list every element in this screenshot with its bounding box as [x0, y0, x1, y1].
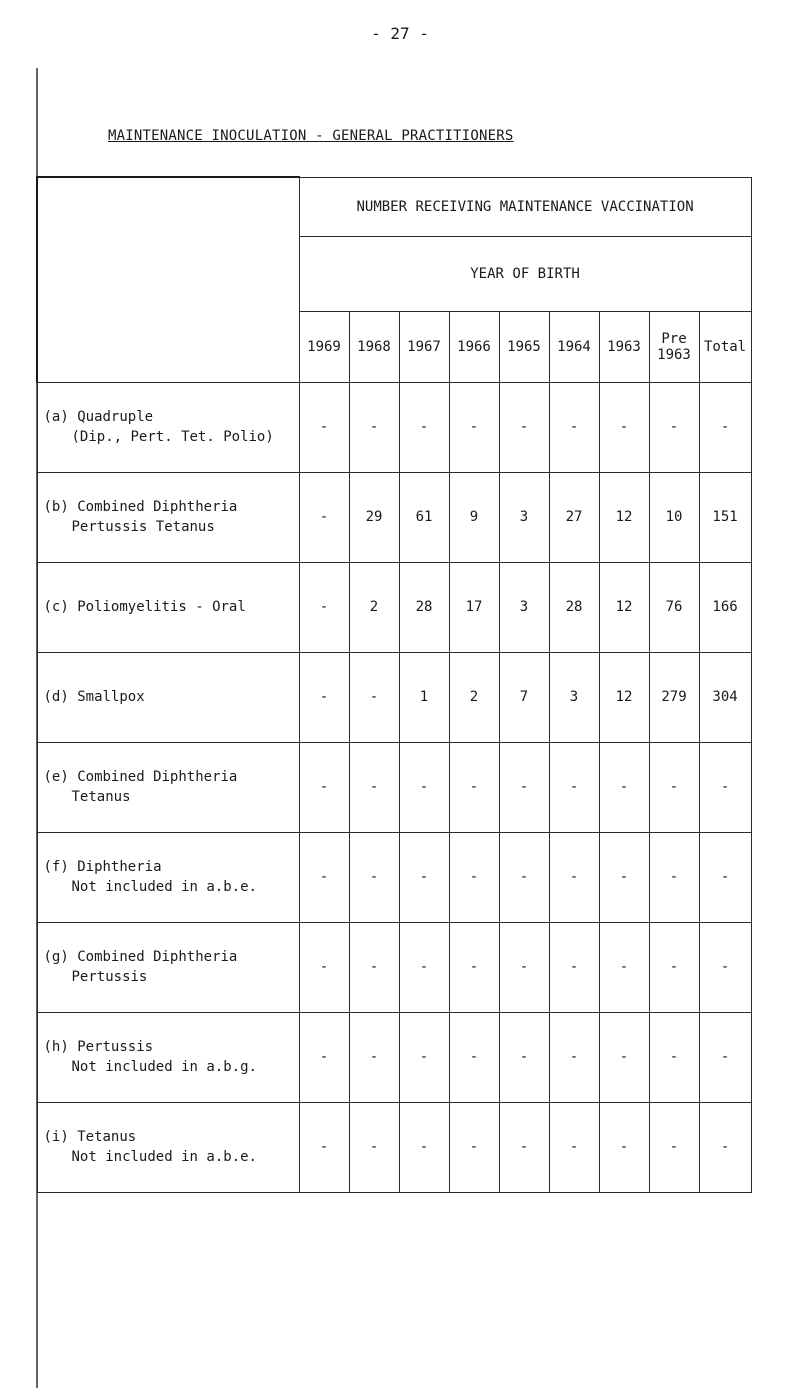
table-cell: 9: [449, 472, 499, 562]
table-cell: -: [399, 1102, 449, 1192]
table-cell: -: [549, 382, 599, 472]
row-label: [37, 652, 299, 742]
table-cell: -: [299, 922, 349, 1012]
table-cell: -: [599, 742, 649, 832]
table-cell: -: [449, 742, 499, 832]
table-cell: -: [599, 922, 649, 1012]
table-cell: 2: [449, 652, 499, 742]
table-cell: -: [399, 742, 449, 832]
row-label-line2: Tetanus: [71, 789, 131, 805]
table-cell: -: [699, 742, 751, 832]
table-cell: -: [349, 1102, 399, 1192]
table-row: [37, 472, 751, 562]
row-label-line1: (a) Quadruple: [43, 409, 154, 425]
column-header: 1964: [549, 311, 599, 382]
table-cell: -: [449, 922, 499, 1012]
table-cell: 27: [549, 472, 599, 562]
table-cell: -: [549, 742, 599, 832]
table-cell: -: [699, 832, 751, 922]
table-cell: -: [349, 1012, 399, 1102]
table-cell: -: [599, 1102, 649, 1192]
table-cell: -: [699, 382, 751, 472]
column-header: Pre 1963: [649, 311, 699, 382]
table-cell: 76: [649, 562, 699, 652]
table-cell: -: [499, 1102, 549, 1192]
row-label: [37, 562, 299, 652]
table-cell: -: [349, 382, 399, 472]
column-header: 1963: [599, 311, 649, 382]
row-label-line1: (g) Combined Diphtheria: [43, 949, 238, 965]
table-cell: 12: [599, 562, 649, 652]
table-row: [37, 922, 751, 1012]
row-label-line1: (f) Diphtheria: [43, 859, 162, 875]
table-cell: -: [399, 1012, 449, 1102]
table-cell: -: [649, 382, 699, 472]
table-cell: -: [299, 832, 349, 922]
column-header: 1965: [499, 311, 549, 382]
table-row: [37, 562, 751, 652]
row-label: [37, 382, 299, 472]
row-label-line2: Pertussis: [71, 969, 148, 985]
page-title: MAINTENANCE INOCULATION - GENERAL PRACTITIONERS: [108, 128, 514, 144]
row-label-line1: (i) Tetanus: [43, 1129, 137, 1145]
column-header: 1969: [299, 311, 349, 382]
table-cell: -: [399, 922, 449, 1012]
row-label: [37, 742, 299, 832]
table-cell: 61: [399, 472, 449, 562]
row-label: [37, 1012, 299, 1102]
column-header: 1968: [349, 311, 399, 382]
row-label-line1: (b) Combined Diphtheria: [43, 499, 238, 515]
table-cell: -: [299, 742, 349, 832]
table-cell: -: [449, 832, 499, 922]
table-cell: -: [399, 382, 449, 472]
table-cell: 3: [499, 562, 549, 652]
row-label: [37, 1102, 299, 1192]
table-cell: 28: [399, 562, 449, 652]
table-cell: -: [499, 922, 549, 1012]
row-label: [37, 472, 299, 562]
table-cell: -: [349, 652, 399, 742]
table-cell: -: [499, 832, 549, 922]
table-cell: -: [649, 1012, 699, 1102]
group-header: NUMBER RECEIVING MAINTENANCE VACCINATION: [299, 177, 751, 236]
table-cell: 279: [649, 652, 699, 742]
table-cell: 304: [699, 652, 751, 742]
table-cell: 166: [699, 562, 751, 652]
row-label-line2: Not included in a.b.e.: [71, 879, 257, 895]
table-cell: -: [649, 1102, 699, 1192]
table-cell: -: [399, 832, 449, 922]
table-cell: -: [699, 922, 751, 1012]
table-cell: -: [549, 1102, 599, 1192]
table-row: [37, 1012, 751, 1102]
table-cell: 12: [599, 472, 649, 562]
row-label-line2: (Dip., Pert. Tet. Polio): [71, 429, 274, 445]
table-cell: -: [549, 832, 599, 922]
table-cell: -: [299, 472, 349, 562]
table-cell: 17: [449, 562, 499, 652]
table-cell: 29: [349, 472, 399, 562]
table-cell: 7: [499, 652, 549, 742]
table-cell: -: [599, 1012, 649, 1102]
table-row: [37, 832, 751, 922]
row-label: [37, 832, 299, 922]
table-cell: -: [449, 1102, 499, 1192]
table-cell: 2: [349, 562, 399, 652]
table-cell: -: [599, 832, 649, 922]
table-cell: -: [649, 832, 699, 922]
table-row: [37, 742, 751, 832]
table-cell: -: [449, 1012, 499, 1102]
table-cell: -: [699, 1102, 751, 1192]
column-header: 1966: [449, 311, 499, 382]
table-cell: 3: [499, 472, 549, 562]
table-cell: 3: [549, 652, 599, 742]
row-label-line1: (h) Pertussis: [43, 1039, 154, 1055]
table-cell: 1: [399, 652, 449, 742]
table-cell: -: [349, 742, 399, 832]
column-header: Total: [699, 311, 751, 382]
table-cell: -: [549, 922, 599, 1012]
table-row: [37, 382, 751, 472]
table-cell: -: [349, 832, 399, 922]
column-header: 1967: [399, 311, 449, 382]
table-cell: -: [599, 382, 649, 472]
table-cell: -: [649, 742, 699, 832]
table-cell: -: [299, 1102, 349, 1192]
table-cell: -: [449, 382, 499, 472]
table-cell: -: [299, 652, 349, 742]
row-label-line1: (e) Combined Diphtheria: [43, 769, 238, 785]
vaccination-table: [36, 176, 752, 1193]
table-cell: 12: [599, 652, 649, 742]
table-cell: -: [299, 562, 349, 652]
page-number: - 27 -: [371, 24, 429, 43]
table-cell: -: [299, 382, 349, 472]
table-cell: -: [299, 1012, 349, 1102]
table-cell: -: [549, 1012, 599, 1102]
table-row: [37, 652, 751, 742]
row-label: [37, 922, 299, 1012]
table-cell: -: [499, 1012, 549, 1102]
row-label-line1: (d) Smallpox: [43, 689, 145, 705]
row-label-line2: Not included in a.b.g.: [71, 1059, 257, 1075]
table-cell: -: [699, 1012, 751, 1102]
table-row: [37, 1102, 751, 1192]
table-cell: -: [649, 922, 699, 1012]
row-label-line2: Not included in a.b.e.: [71, 1149, 257, 1165]
row-label-line1: (c) Poliomyelitis - Oral: [43, 599, 246, 615]
row-label-header-cell: [37, 177, 299, 382]
row-label-line2: Pertussis Tetanus: [71, 519, 215, 535]
table-cell: 151: [699, 472, 751, 562]
sub-header: YEAR OF BIRTH: [299, 236, 751, 311]
table-cell: 10: [649, 472, 699, 562]
table-cell: -: [349, 922, 399, 1012]
table-cell: -: [499, 382, 549, 472]
table-cell: -: [499, 742, 549, 832]
table-cell: 28: [549, 562, 599, 652]
